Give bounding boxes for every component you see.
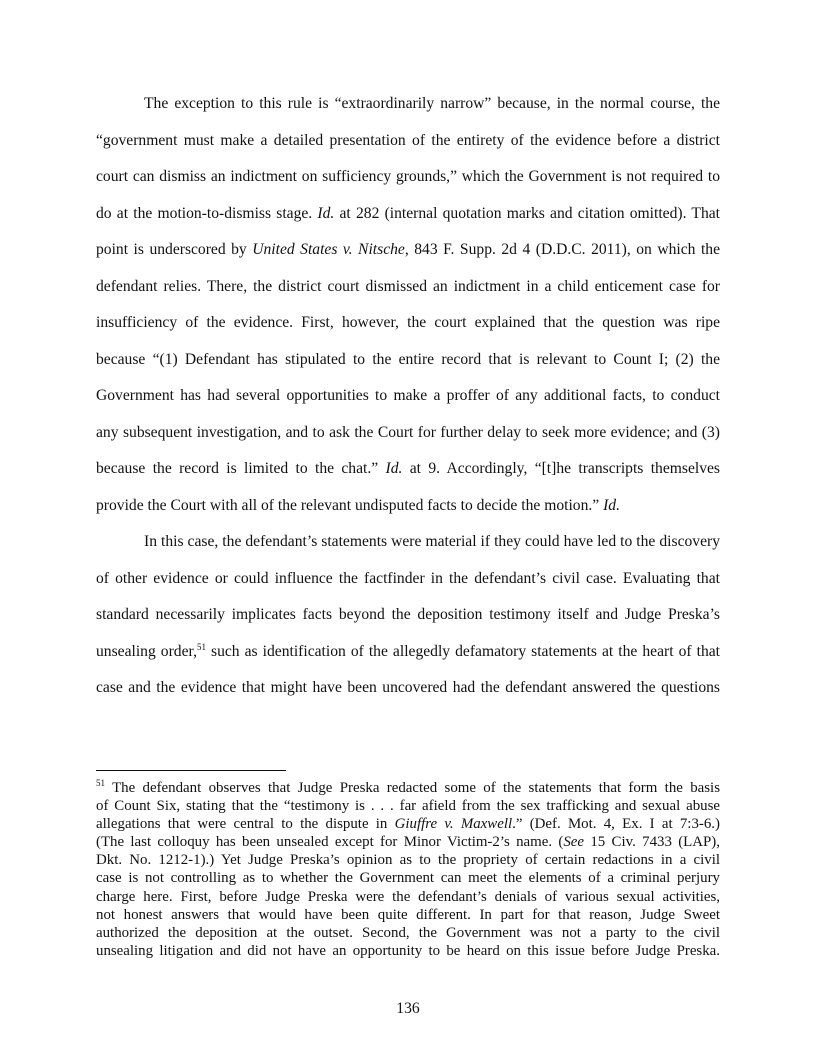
id-citation: Id. [317, 204, 335, 222]
footnote-divider [96, 770, 286, 771]
footnote-line-5: Dkt. No. 1212-1).) Yet Judge Preska’s opinion as to the propriety of certain redactions in a civil [96, 852, 720, 869]
text-run: (The last colloquy has been unsealed except for Minor Victim-2’s name. ( [96, 834, 564, 851]
paragraph-1-line-2: “government must make a detailed presentation of the entirety of the evidence before a district [96, 131, 720, 149]
footnote-line-4 [96, 833, 720, 851]
paragraph-1-line-6: defendant relies. There, the district court dismissed an indictment in a child enticement case for [96, 277, 720, 295]
text-run: at 282 (internal quotation marks and citation omitted). That [334, 204, 720, 222]
paragraph-1-line-9: Government has had several opportunities to make a proffer of any additional facts, to conduct [96, 387, 720, 404]
case-name: Giuffre v. Maxwell [394, 816, 513, 833]
paragraph-1-line-8: because “(1) Defendant has stipulated to the entire record that is relevant to Count I; (2) the [96, 350, 720, 368]
page-number: 136 [396, 1000, 420, 1017]
paragraph-2-line-2: of other evidence or could influence the factfinder in the defendant’s civil case. Evaluating that [96, 569, 720, 587]
text-run: point is underscored by [96, 241, 253, 258]
paragraph-1-line-11 [96, 451, 720, 488]
footnote-reference: 51 [196, 641, 206, 652]
footnote-number: 51 [96, 778, 105, 789]
text-run: 15 Civ. 7433 (LAP), [584, 834, 720, 851]
paragraph-1-line-12 [96, 488, 720, 525]
footnote-line-9: authorized the deposition at the outset. Second, the Government was not a party to the civil [96, 924, 720, 941]
text-run: .” (Def. Mot. 4, Ex. I at 7:3-6.) [512, 816, 720, 833]
paragraph-2-line-3: standard necessarily implicates facts beyond the deposition testimony itself and Judge Preska’s [96, 606, 720, 623]
text-run: at 9. Accordingly, “[t]he transcripts themselves [402, 460, 720, 477]
paragraph-1-line-1: The exception to this rule is “extraordinarily narrow” because, in the normal course, the [144, 95, 720, 112]
paragraph-1-line-4 [96, 196, 720, 233]
footnote-line-3 [96, 815, 720, 833]
text-run: such as identification of the allegedly defamatory statements at the heart of that [205, 642, 720, 660]
footnote-line-6: case is not controlling as to whether the Government can meet the elements of a criminal perjury [96, 870, 720, 887]
text-run: , 843 F. Supp. 2d 4 (D.D.C. 2011), on which the [404, 241, 720, 258]
text-run: unsealing order, [96, 642, 197, 660]
paragraph-2-line-4 [96, 634, 720, 671]
text-run: The defendant observes that Judge Preska redacted some of the statements that form the basis [105, 780, 720, 796]
case-name: United States v. Nitsche [252, 241, 405, 258]
footnote-line-1 [96, 779, 720, 797]
text-run: allegations that were central to the dispute in [96, 816, 395, 833]
id-citation: Id. [385, 460, 403, 477]
paragraph-1-line-5 [96, 232, 720, 269]
paragraph-1-line-10: any subsequent investigation, and to ask the Court for further delay to seek more evidence; and (3) [96, 423, 720, 441]
paragraph-1-line-7: insufficiency of the evidence. First, however, the court explained that the question was ripe [96, 314, 720, 331]
paragraph-2 [96, 524, 720, 707]
paragraph-1-line-3: court can dismiss an indictment on sufficiency grounds,” which the Government is not required to [96, 168, 720, 185]
footnote-51 [96, 779, 720, 960]
footnote-line-8: not honest answers that would have been quite different. In part for that reason, Judge Sweet [96, 906, 720, 923]
footnote-line-7: charge here. First, before Judge Preska were the defendant’s denials of various sexual activities, [96, 888, 720, 905]
text-run: provide the Court with all of the relevant undisputed facts to decide the motion.” [96, 496, 604, 514]
paragraph-2-line-1: In this case, the defendant’s statements were material if they could have led to the discovery [144, 533, 720, 550]
paragraph-2-line-5: case and the evidence that might have been uncovered had the defendant answered the questions [96, 679, 720, 696]
id-citation: Id. [603, 496, 620, 514]
text-run: do at the motion-to-dismiss stage. [96, 204, 318, 222]
paragraph-1 [96, 86, 720, 524]
see-signal: See [563, 834, 585, 851]
footnote-line-10: unsealing litigation and did not have an opportunity to be heard on this issue before Judge Preska. [96, 942, 720, 959]
footnote-line-2: of Count Six, stating that the “testimony is . . . far afield from the sex trafficking and sexual abuse [96, 798, 720, 815]
text-run: because the record is limited to the chat.” [96, 460, 386, 477]
